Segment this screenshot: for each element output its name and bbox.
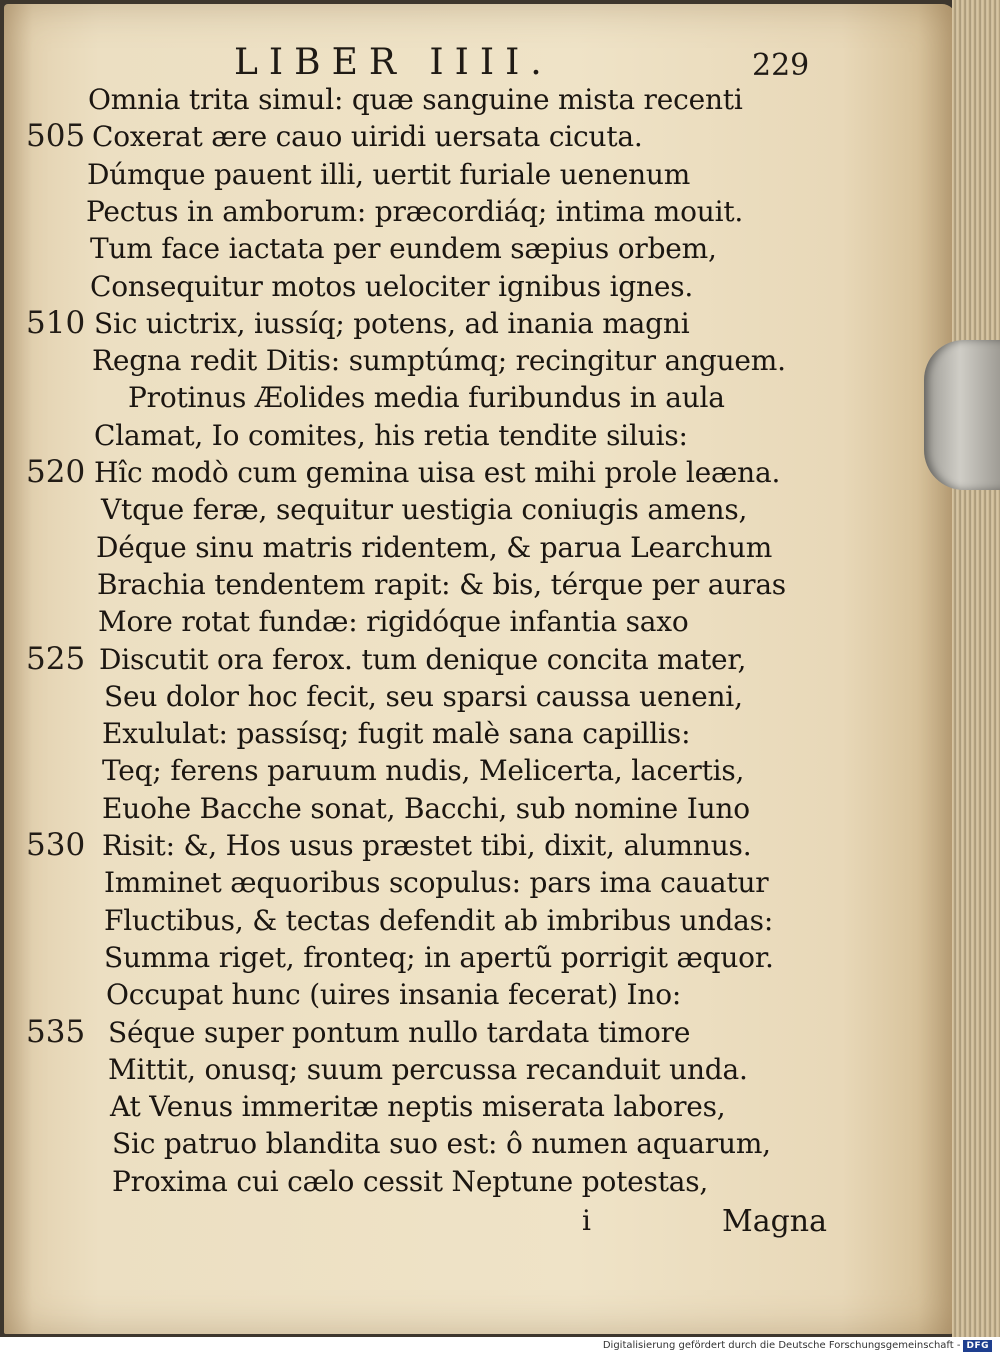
verse-line	[4, 566, 944, 603]
verse-text: Summa riget, fronteq; in apertũ porrigit æquor.	[104, 940, 774, 974]
verse-text: Omnia trita simul: quæ sanguine mista recenti	[88, 83, 743, 116]
funding-credit	[603, 1340, 992, 1352]
verse-line	[4, 417, 944, 454]
verse-line	[4, 790, 944, 827]
verse-text: Mittit, onusq; suum percussa recanduit unda.	[108, 1052, 748, 1086]
verse-text: Risit: &, Hos usus præstet tibi, dixit, alumnus.	[102, 829, 752, 862]
verse-line	[4, 641, 944, 678]
verse-line	[4, 379, 944, 416]
verse-text: At Venus immeritæ neptis miserata labores,	[110, 1090, 726, 1124]
verse-line	[4, 1163, 944, 1200]
verse-line	[4, 678, 944, 715]
verse-text: Exululat: passísq; fugit malè sana capillis:	[102, 717, 691, 751]
verse-text: Coxerat ære cauo uiridi uersata cicuta.	[92, 120, 643, 154]
verse-line	[4, 268, 944, 305]
line-number: 510	[26, 304, 86, 341]
verse-text: Sic patruo blandita suo est: ô numen aquarum,	[112, 1127, 771, 1161]
verse-line	[4, 902, 944, 939]
verse-text: Clamat, Io comites, his retia tendite siluis:	[94, 418, 688, 452]
verse-text: Proxima cui cælo cessit Neptune potestas,	[112, 1164, 709, 1198]
verse-text: Discutit ora ferox. tum denique concita mater,	[99, 642, 747, 676]
verse-line	[4, 939, 944, 976]
page-edges	[952, 0, 1000, 1337]
verse-text: Vtque feræ, sequitur uestigia coniugis amens,	[101, 493, 748, 527]
book-clasp	[924, 340, 1000, 490]
verse-line	[4, 976, 944, 1013]
verse-text: Fluctibus, & tectas defendit ab imbribus undas:	[104, 903, 774, 937]
dfg-logo-icon: DFG	[963, 1340, 992, 1352]
verse-line	[4, 193, 944, 230]
verse-line	[4, 118, 944, 155]
line-number: 525	[26, 640, 86, 677]
verse-text: Pectus in amborum: præcordiáq; intima mouit.	[86, 194, 744, 228]
book-page	[4, 4, 956, 1334]
verse-line	[4, 864, 944, 901]
verse-text: Protinus Æolides media furibundus in aula	[128, 381, 725, 415]
funding-credit-text: Digitalisierung gefördert durch die Deutsche Forschungsgemeinschaft -	[602, 1340, 961, 1351]
verse-text: Sic uictrix, iussíq; potens, ad inania magni	[94, 306, 690, 340]
verse-text: Dúmque pauent illi, uertit furiale uenenum	[87, 157, 691, 191]
verse-text: Occupat hunc (uires insania fecerat) Ino:	[106, 978, 682, 1012]
verse-text: Tum face iactata per eundem sæpius orbem,	[90, 232, 717, 266]
verse-text: Séque super pontum nullo tardata timore	[108, 1015, 691, 1049]
verse-line	[4, 752, 944, 789]
verse-text: Consequitur motos uelociter ignibus ignes.	[90, 269, 694, 303]
running-title: LIBER IIII.	[234, 42, 553, 83]
verse-line	[4, 81, 944, 118]
verse-line	[4, 305, 944, 342]
verse-line	[4, 1014, 944, 1051]
page-number: 229	[752, 48, 810, 83]
verse-text: Déque sinu matris ridentem, & parua Learchum	[96, 530, 773, 564]
catchword: Magna	[722, 1204, 828, 1239]
verse-line	[4, 1125, 944, 1162]
verse-line	[4, 529, 944, 566]
verse-line	[4, 491, 944, 528]
signature-mark: i	[582, 1204, 591, 1237]
verse-text: Seu dolor hoc fecit, seu sparsi caussa ueneni,	[104, 679, 743, 713]
verse-line	[4, 715, 944, 752]
verse-line	[4, 342, 944, 379]
verse-text: Hîc modò cum gemina uisa est mihi prole leæna.	[94, 456, 781, 489]
line-number: 520	[26, 454, 86, 490]
verse-line	[4, 1051, 944, 1088]
verse-line	[4, 603, 944, 640]
line-number: 535	[26, 1013, 86, 1050]
verse-line	[4, 230, 944, 267]
verse-line	[4, 1088, 944, 1125]
verse-line	[4, 454, 944, 491]
verse-line	[4, 827, 944, 864]
verse-text: Teq; ferens paruum nudis, Melicerta, lacertis,	[102, 754, 745, 788]
verse-line	[4, 156, 944, 193]
line-number: 505	[26, 118, 86, 155]
verse-text: Brachia tendentem rapit: & bis, térque per auras	[97, 567, 786, 601]
verse-text: Euohe Bacche sonat, Bacchi, sub nomine Iuno	[102, 791, 750, 825]
line-number: 530	[26, 827, 86, 863]
footer-bar	[0, 1337, 1000, 1359]
verse-text: Regna redit Ditis: sumptúmq; recingitur anguem.	[92, 344, 786, 378]
verse-text: Imminet æquoribus scopulus: pars ima cauatur	[104, 866, 769, 900]
verse-text: More rotat fundæ: rigidóque infantia saxo	[98, 605, 689, 639]
